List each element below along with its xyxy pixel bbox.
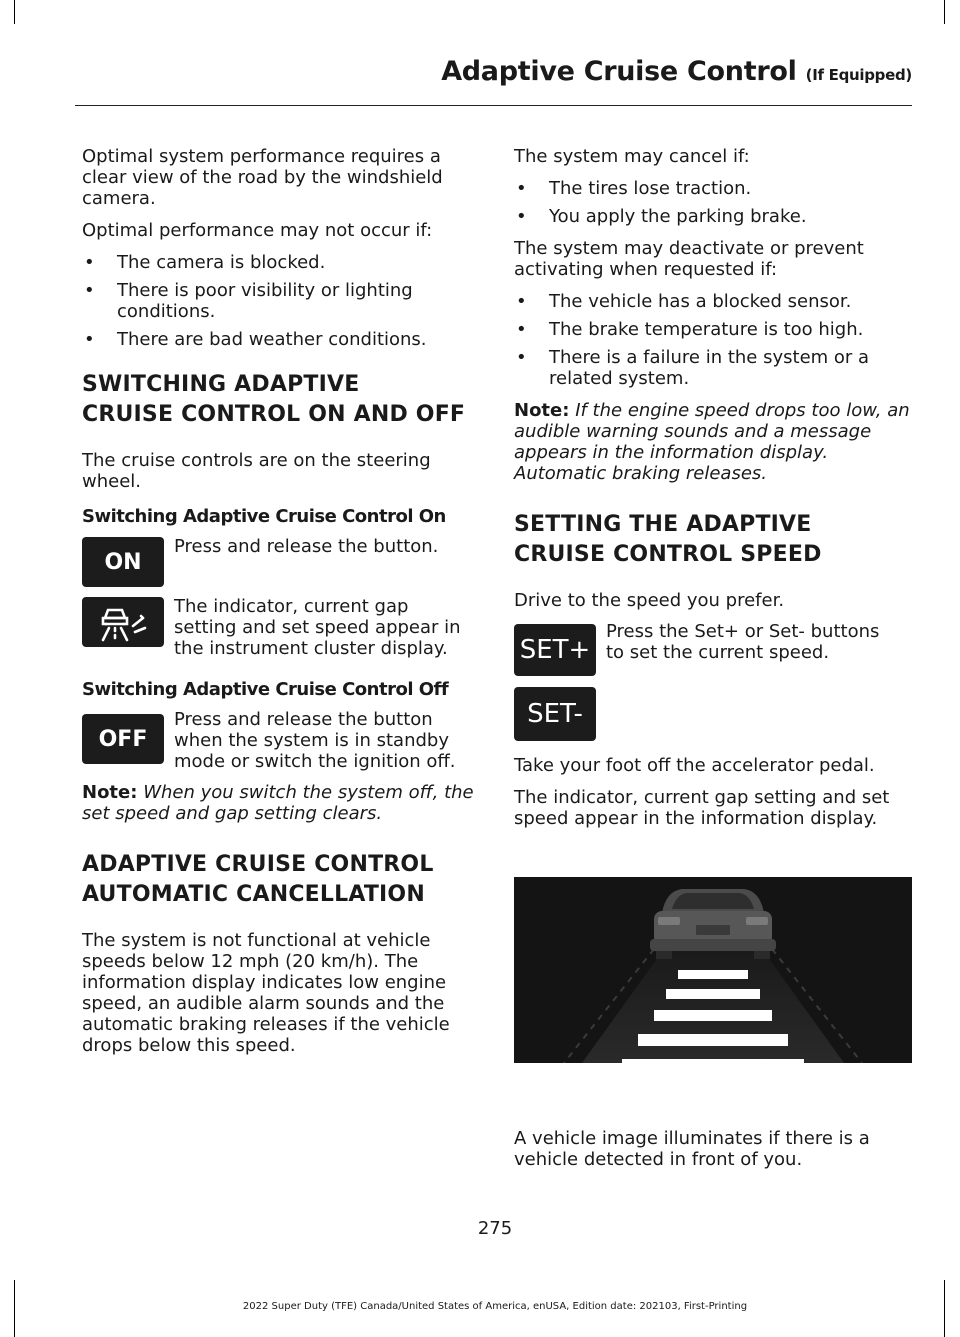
header-divider (75, 105, 912, 106)
instruction-text: Press the Set+ or Set- buttons to set the current speed. (606, 621, 880, 663)
instruction-text: The indicator, current gap setting and set speed appear in the instrument cluster display. (174, 596, 461, 659)
indicator-row (82, 597, 476, 659)
paragraph: A vehicle image illuminates if there is a vehicle detected in front of you. (514, 1128, 870, 1170)
paragraph: The system may cancel if: (514, 146, 750, 167)
list-item: • There is a failure in the system or a related system. (516, 347, 870, 389)
section-heading: ADAPTIVE CRUISE CONTROL AUTOMATIC CANCELLATION (82, 852, 434, 907)
paragraph: The system may deactivate or prevent activating when requested if: (514, 238, 864, 280)
paragraph: The system is not functional at vehicle speeds below 12 mph (20 km/h). The information display indicates low engine speed, an audible alarm sounds and the automatic braking releases if the vehicle drops below this speed. (82, 930, 450, 1056)
note: Note: When you switch the system off, the set speed and gap setting clears. (82, 782, 474, 824)
bullet-list (514, 178, 912, 227)
list-item: • The tires lose traction. (516, 178, 752, 199)
bullet-list (514, 291, 912, 389)
vehicle-detected-display-image (514, 877, 912, 1063)
paragraph: Optimal system performance requires a clear view of the road by the windshield camera. (82, 146, 443, 209)
adaptive-cruise-indicator-icon (82, 597, 164, 647)
off-button-icon: OFF (82, 714, 164, 764)
list-item: • There are bad weather conditions. (84, 329, 427, 350)
note: Note: If the engine speed drops too low, an audible warning sounds and a message appears in the information display. Automatic braking releases. (514, 400, 910, 484)
bullet-list (82, 252, 476, 350)
list-item: • The vehicle has a blocked sensor. (516, 291, 852, 312)
paragraph: Take your foot off the accelerator pedal. (514, 755, 875, 776)
header-title-text: Adaptive Cruise Control (441, 56, 797, 87)
header-subtitle: (If Equipped) (805, 66, 912, 84)
right-column (514, 146, 912, 1181)
paragraph: The cruise controls are on the steering wheel. (82, 450, 431, 492)
off-button-row (82, 710, 476, 772)
section-heading: SETTING THE ADAPTIVE CRUISE CONTROL SPEED (514, 512, 822, 567)
crop-mark (944, 0, 945, 24)
section-heading: SWITCHING ADAPTIVE CRUISE CONTROL ON AND OFF (82, 372, 466, 427)
paragraph: Drive to the speed you prefer. (514, 590, 785, 611)
set-buttons-row (514, 622, 912, 741)
list-item: • There is poor visibility or lighting conditions. (84, 280, 413, 322)
paragraph: The indicator, current gap setting and set speed appear in the information display. (514, 787, 890, 829)
set-minus-button-icon: SET- (514, 687, 596, 741)
list-item: • The brake temperature is too high. (516, 319, 864, 340)
left-column (82, 146, 476, 1067)
list-item: • The camera is blocked. (84, 252, 326, 273)
page-header-title (0, 56, 912, 87)
subsection-heading: Switching Adaptive Cruise Control On (82, 506, 446, 527)
set-plus-button-icon: SET+ (514, 624, 596, 676)
page-number: 275 (477, 1218, 513, 1239)
on-button-icon: ON (82, 537, 164, 587)
instruction-text: Press and release the button. (174, 536, 439, 557)
on-button-row (82, 537, 476, 587)
subsection-heading: Switching Adaptive Cruise Control Off (82, 679, 449, 700)
crop-mark (14, 0, 15, 24)
page-footer: 2022 Super Duty (TFE) Canada/United States of America, enUSA, Edition date: 202103, First-Printing (242, 1301, 748, 1312)
paragraph: Optimal performance may not occur if: (82, 220, 433, 241)
list-item: • You apply the parking brake. (516, 206, 807, 227)
instruction-text: Press and release the button when the system is in standby mode or switch the ignition off. (174, 709, 456, 772)
